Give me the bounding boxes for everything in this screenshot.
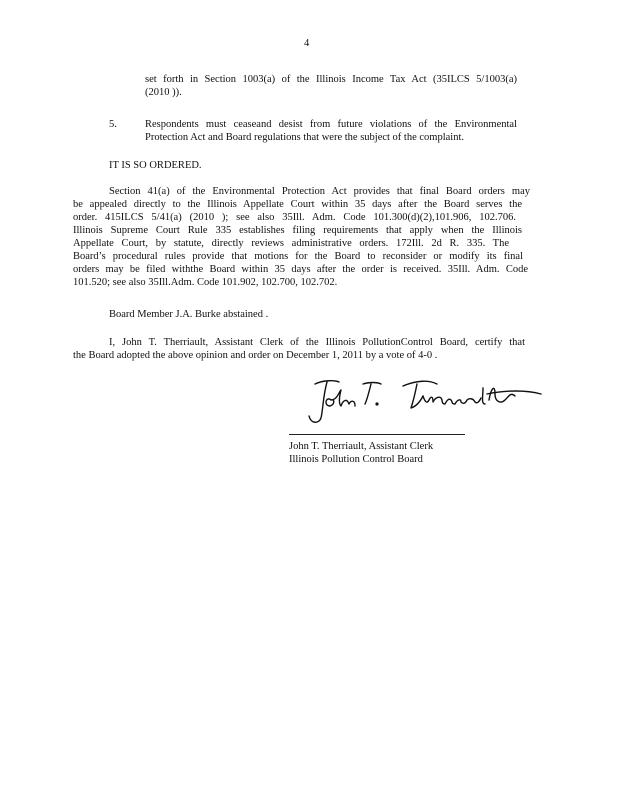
appeal-line: Section 41(a) of the Environmental Protection Act provides that final Board orders may [109, 186, 530, 197]
so-ordered: IT IS SO ORDERED. [109, 160, 202, 171]
item5-line1: Respondents must ceaseand desist from future violations of the Environmental [145, 119, 517, 130]
appeal-line: Appellate Court, by statute, directly reviews administrative orders. 172Ill. 2d R. 335. The [73, 238, 509, 249]
signer-organization: Illinois Pollution Control Board [289, 454, 423, 465]
appeal-line: 101.520; see also 35Ill.Adm. Code 101.902, 102.700, 102.702. [73, 277, 338, 288]
appeal-line: be appealed directly to the Illinois Appellate Court within 35 days after the Board serves the [73, 199, 522, 210]
item4-line1: set forth in Section 1003(a) of the Illinois Income Tax Act (35ILCS 5/1003(a) [145, 74, 517, 85]
certification-line1: I, John T. Therriault, Assistant Clerk of the Illinois PollutionControl Board, certify that [109, 337, 525, 348]
signature-line [289, 434, 465, 435]
item5-line2: Protection Act and Board regulations that were the subject of the complaint. [145, 132, 464, 143]
appeal-line: Illinois Supreme Court Rule 335 establishes filing requirements that apply when the Illinois [73, 225, 522, 236]
appeal-line: orders may be filed withthe Board within 35 days after the order is received. 35Ill. Adm. Code [73, 264, 528, 275]
appeal-line: Board’s procedural rules provide that motions for the Board to reconsider or modify its final [73, 251, 523, 262]
certification-line2: the Board adopted the above opinion and order on December 1, 2011 by a vote of 4-0 . [73, 350, 438, 361]
signature-image [305, 374, 545, 426]
item4-line2: (2010 )). [145, 87, 182, 98]
page-number: 4 [304, 38, 310, 49]
signer-name-title: John T. Therriault, Assistant Clerk [289, 441, 434, 452]
item5-number: 5. [109, 119, 117, 130]
abstained-note: Board Member J.A. Burke abstained . [109, 309, 269, 320]
appeal-line: order. 415ILCS 5/41(a) (2010 ); see also 35Ill. Adm. Code 101.300(d)(2),101.906, 102.706. [73, 212, 516, 223]
